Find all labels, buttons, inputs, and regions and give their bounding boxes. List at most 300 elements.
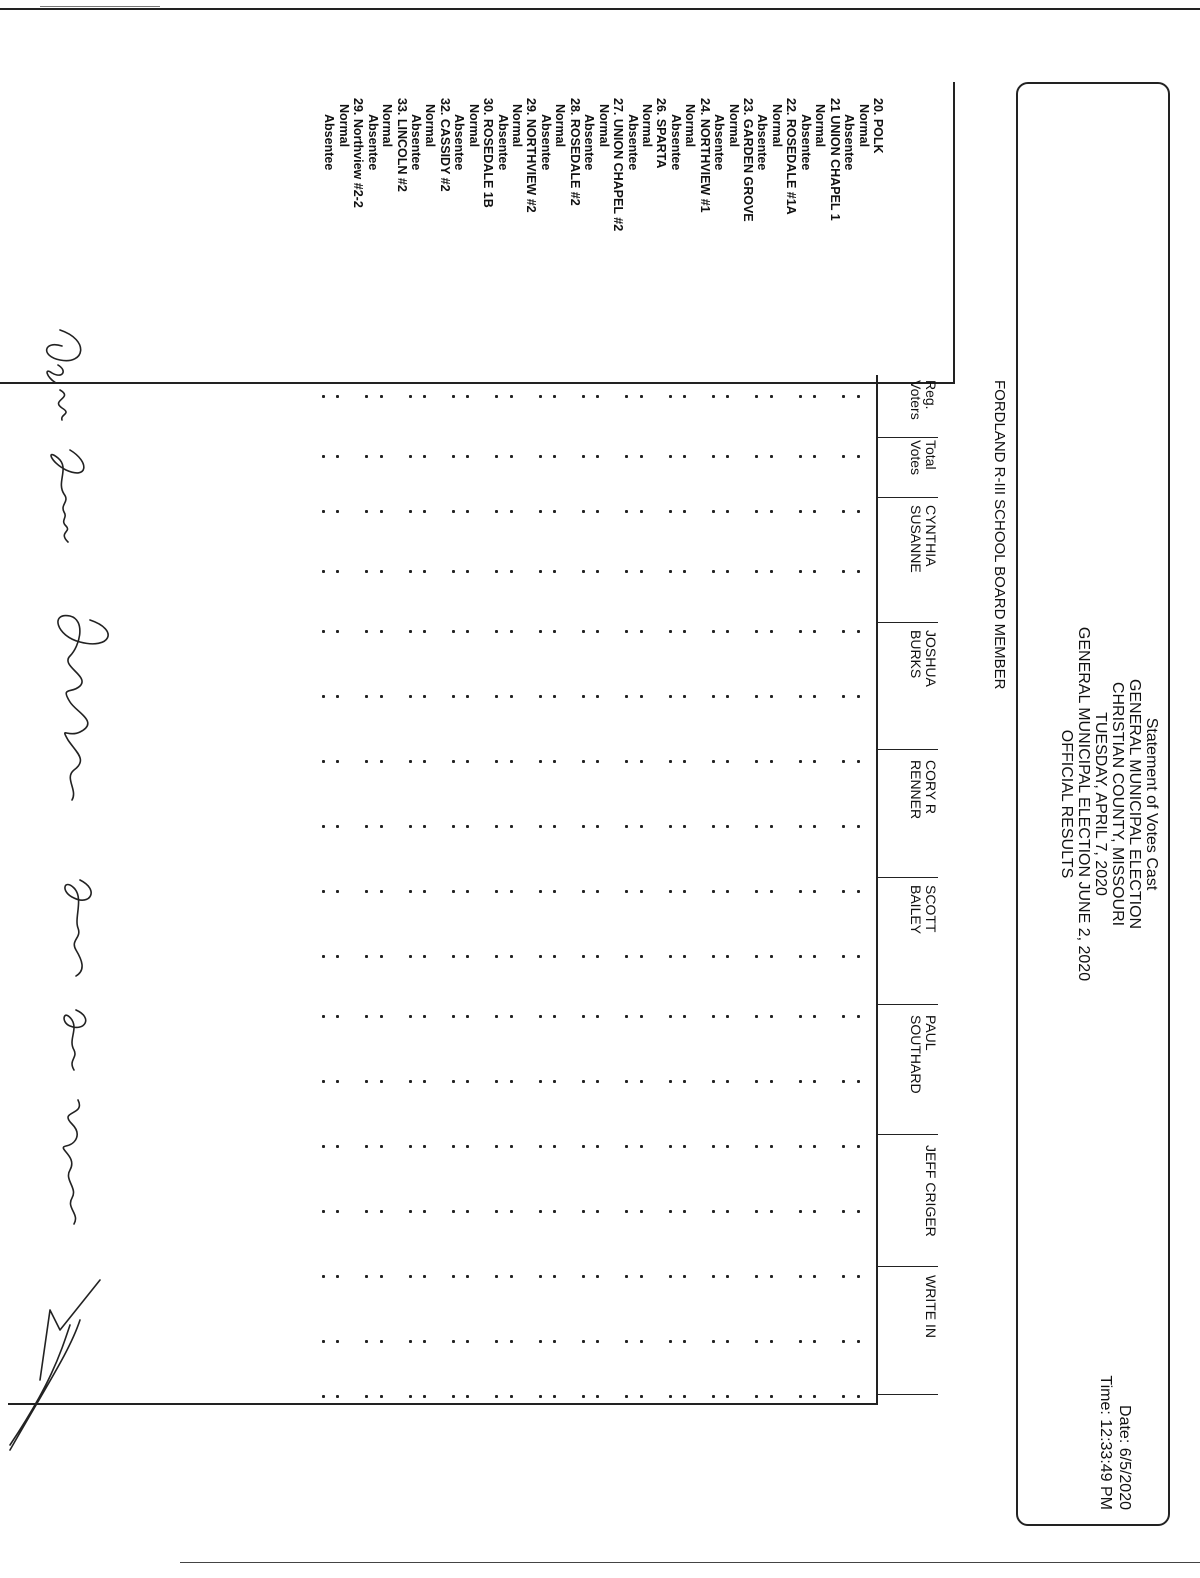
result-cell-dot [553, 825, 556, 828]
result-cell-dot [336, 1340, 339, 1343]
result-cell-dot [712, 825, 715, 828]
result-cell-dot [423, 1210, 426, 1213]
result-cell-dot [495, 890, 498, 893]
result-cell-dot [625, 570, 628, 573]
result-cell-dot [380, 1080, 383, 1083]
result-cell-dot [596, 630, 599, 633]
result-cell-dot [553, 760, 556, 763]
header-line: TUESDAY, APRIL 7, 2020 [1092, 712, 1109, 896]
result-cell-dot [409, 1080, 412, 1083]
result-cell-dot [582, 1145, 585, 1148]
result-cell-dot [336, 1395, 339, 1398]
results-column [318, 1395, 878, 1399]
result-cell-dot [755, 955, 758, 958]
result-cell-dot [539, 890, 542, 893]
result-cell-dot [625, 1015, 628, 1018]
precinct-ballot-type: Normal [683, 104, 698, 148]
result-cell-dot [770, 955, 773, 958]
result-cell-dot [466, 1395, 469, 1398]
result-cell-dot [683, 1210, 686, 1213]
result-cell-dot [799, 455, 802, 458]
result-cell-dot [495, 695, 498, 698]
results-column [318, 955, 878, 959]
result-cell-dot [755, 1340, 758, 1343]
result-cell-dot [423, 695, 426, 698]
result-cell-dot [510, 1015, 513, 1018]
result-cell-dot [857, 955, 860, 958]
result-cell-dot [322, 395, 325, 398]
result-cell-dot [452, 1145, 455, 1148]
result-cell-dot [322, 570, 325, 573]
result-cell-dot [857, 825, 860, 828]
result-cell-dot [625, 395, 628, 398]
result-cell-dot [625, 695, 628, 698]
result-cell-dot [813, 455, 816, 458]
result-cell-dot [727, 1275, 730, 1278]
precinct-ballot-type: Absentee [755, 114, 770, 171]
result-cell-dot [813, 1275, 816, 1278]
result-cell-dot [813, 395, 816, 398]
result-cell-dot [669, 1145, 672, 1148]
result-cell-dot [842, 570, 845, 573]
result-cell-dot [466, 510, 469, 513]
result-cell-dot [582, 630, 585, 633]
result-cell-dot [770, 630, 773, 633]
result-cell-dot [582, 455, 585, 458]
result-cell-dot [423, 1015, 426, 1018]
result-cell-dot [770, 825, 773, 828]
result-cell-dot [770, 395, 773, 398]
precinct-name: 33. LINCOLN #2 [394, 98, 409, 192]
result-cell-dot [423, 1080, 426, 1083]
result-cell-dot [596, 890, 599, 893]
result-cell-dot [336, 695, 339, 698]
result-cell-dot [755, 395, 758, 398]
result-cell-dot [365, 395, 368, 398]
result-cell-dot [683, 1015, 686, 1018]
result-cell-dot [495, 1080, 498, 1083]
header-line: Statement of Votes Cast [1143, 717, 1160, 891]
column-header [878, 440, 938, 498]
result-cell-dot [380, 890, 383, 893]
result-cell-dot [423, 1275, 426, 1278]
result-cell-dot [452, 1395, 455, 1398]
column-header-line: JOSHUA [923, 630, 939, 687]
result-cell-dot [466, 395, 469, 398]
report-header-title [1058, 84, 1160, 1524]
result-cell-dot [727, 1395, 730, 1398]
result-cell-dot [770, 1210, 773, 1213]
result-cell-dot [755, 1275, 758, 1278]
result-cell-dot [755, 455, 758, 458]
result-cell-dot [365, 760, 368, 763]
result-cell-dot [596, 1395, 599, 1398]
result-cell-dot [322, 955, 325, 958]
result-cell-dot [365, 510, 368, 513]
result-cell-dot [510, 1395, 513, 1398]
result-cell-dot [495, 395, 498, 398]
result-cell-dot [857, 455, 860, 458]
result-cell-dot [466, 1340, 469, 1343]
result-cell-dot [712, 1275, 715, 1278]
result-cell-dot [336, 955, 339, 958]
result-cell-dot [669, 1080, 672, 1083]
result-cell-dot [510, 890, 513, 893]
column-header-line: JEFF CRIGER [923, 1145, 939, 1237]
result-cell-dot [683, 570, 686, 573]
column-header [878, 885, 938, 1005]
result-cell-dot [409, 1210, 412, 1213]
result-cell-dot [640, 1210, 643, 1213]
result-cell-dot [452, 1340, 455, 1343]
precinct-ballot-type: Normal [466, 104, 481, 148]
result-cell-dot [495, 570, 498, 573]
result-cell-dot [336, 825, 339, 828]
result-cell-dot [365, 955, 368, 958]
precinct-name: 29. Northview #2-2 [351, 98, 366, 208]
result-cell-dot [380, 825, 383, 828]
result-cell-dot [640, 570, 643, 573]
result-cell-dot [683, 1395, 686, 1398]
result-cell-dot [336, 1275, 339, 1278]
result-cell-dot [510, 395, 513, 398]
result-cell-dot [336, 455, 339, 458]
result-cell-dot [813, 570, 816, 573]
result-cell-dot [336, 890, 339, 893]
result-cell-dot [669, 455, 672, 458]
result-cell-dot [322, 1340, 325, 1343]
result-cell-dot [712, 510, 715, 513]
result-cell-dot [712, 630, 715, 633]
precinct-name: 24. NORTHVIEW #1 [697, 98, 712, 213]
result-cell-dot [495, 760, 498, 763]
result-cell-dot [510, 1210, 513, 1213]
result-cell-dot [539, 510, 542, 513]
result-cell-dot [712, 1210, 715, 1213]
result-cell-dot [380, 455, 383, 458]
result-cell-dot [770, 760, 773, 763]
result-cell-dot [423, 630, 426, 633]
result-cell-dot [770, 695, 773, 698]
result-cell-dot [727, 1080, 730, 1083]
precinct-ballot-type: Absentee [538, 114, 553, 171]
result-cell-dot [712, 1395, 715, 1398]
result-cell-dot [712, 570, 715, 573]
result-cell-dot [842, 825, 845, 828]
result-cell-dot [495, 1145, 498, 1148]
column-header-line: WRITE IN [923, 1275, 939, 1338]
result-cell-dot [712, 890, 715, 893]
result-cell-dot [365, 1145, 368, 1148]
result-cell-dot [813, 825, 816, 828]
result-cell-dot [857, 695, 860, 698]
report-time: Time: 12:33:49 PM [1097, 1375, 1114, 1510]
result-cell-dot [683, 955, 686, 958]
result-cell-dot [712, 395, 715, 398]
result-cell-dot [842, 1210, 845, 1213]
result-cell-dot [669, 695, 672, 698]
results-column [318, 760, 878, 764]
precinct-ballot-type: Normal [596, 104, 611, 148]
result-cell-dot [669, 395, 672, 398]
result-cell-dot [452, 510, 455, 513]
result-cell-dot [683, 1080, 686, 1083]
result-cell-dot [495, 825, 498, 828]
result-cell-dot [727, 890, 730, 893]
result-cell-dot [842, 395, 845, 398]
result-cell-dot [669, 1210, 672, 1213]
result-cell-dot [495, 1340, 498, 1343]
result-cell-dot [452, 1015, 455, 1018]
result-cell-dot [596, 695, 599, 698]
result-cell-dot [727, 630, 730, 633]
precinct-name: 27. UNION CHAPEL #2 [611, 98, 626, 232]
results-column [318, 395, 878, 399]
column-header-line: Total [923, 440, 939, 470]
result-cell-dot [539, 695, 542, 698]
result-cell-dot [842, 1340, 845, 1343]
result-cell-dot [553, 955, 556, 958]
contest-title: FORDLAND R-III SCHOOL BOARD MEMBER [991, 380, 1008, 690]
result-cell-dot [755, 630, 758, 633]
result-cell-dot [755, 1395, 758, 1398]
result-cell-dot [409, 1340, 412, 1343]
result-cell-dot [423, 395, 426, 398]
precinct-name: 29. NORTHVIEW #2 [524, 98, 539, 213]
result-cell-dot [813, 1080, 816, 1083]
result-cell-dot [466, 630, 469, 633]
precinct-name: 32. CASSIDY #2 [437, 98, 452, 192]
result-cell-dot [322, 455, 325, 458]
result-cell-dot [799, 955, 802, 958]
report-datetime [1096, 1375, 1134, 1510]
result-cell-dot [423, 890, 426, 893]
result-cell-dot [539, 630, 542, 633]
result-cell-dot [452, 1080, 455, 1083]
result-cell-dot [770, 1080, 773, 1083]
result-cell-dot [857, 630, 860, 633]
precinct-ballot-type: Normal [640, 104, 654, 148]
result-cell-dot [466, 825, 469, 828]
result-cell-dot [423, 1395, 426, 1398]
result-cell-dot [712, 1340, 715, 1343]
precinct-ballot-type: Absentee [409, 114, 423, 171]
result-cell-dot [322, 1080, 325, 1083]
result-cell-dot [510, 955, 513, 958]
result-cell-dot [322, 1395, 325, 1398]
result-cell-dot [582, 1395, 585, 1398]
result-cell-dot [669, 1395, 672, 1398]
result-cell-dot [365, 630, 368, 633]
result-cell-dot [539, 1340, 542, 1343]
result-cell-dot [727, 1210, 730, 1213]
result-cell-dot [596, 1015, 599, 1018]
result-cell-dot [669, 955, 672, 958]
result-cell-dot [727, 760, 730, 763]
result-cell-dot [553, 510, 556, 513]
result-cell-dot [336, 630, 339, 633]
result-cell-dot [409, 455, 412, 458]
result-cell-dot [365, 1340, 368, 1343]
result-cell-dot [669, 1275, 672, 1278]
result-cell-dot [539, 955, 542, 958]
result-cell-dot [842, 630, 845, 633]
column-header [878, 505, 938, 623]
result-cell-dot [640, 1395, 643, 1398]
result-cell-dot [640, 760, 643, 763]
column-header-line: Votes [908, 440, 924, 476]
result-cell-dot [669, 890, 672, 893]
header-line: OFFICIAL RESULTS [1058, 729, 1075, 879]
result-cell-dot [380, 570, 383, 573]
result-cell-dot [322, 630, 325, 633]
result-cell-dot [495, 510, 498, 513]
precinct-ballot-type: Absentee [712, 114, 727, 171]
result-cell-dot [799, 395, 802, 398]
result-cell-dot [799, 630, 802, 633]
result-cell-dot [582, 760, 585, 763]
result-cell-dot [365, 1275, 368, 1278]
result-cell-dot [727, 1015, 730, 1018]
result-cell-dot [495, 455, 498, 458]
result-cell-dot [582, 1015, 585, 1018]
result-cell-dot [495, 630, 498, 633]
result-cell-dot [510, 630, 513, 633]
result-cell-dot [582, 1210, 585, 1213]
result-cell-dot [596, 455, 599, 458]
result-cell-dot [712, 455, 715, 458]
result-cell-dot [553, 1145, 556, 1148]
result-cell-dot [409, 510, 412, 513]
results-column [318, 1015, 878, 1019]
result-cell-dot [857, 1145, 860, 1148]
header-line: GENERAL MUNICIPAL ELECTION [1126, 678, 1143, 930]
result-cell-dot [640, 510, 643, 513]
result-cell-dot [553, 695, 556, 698]
result-cell-dot [857, 570, 860, 573]
result-cell-dot [755, 1015, 758, 1018]
result-cell-dot [452, 1210, 455, 1213]
result-cell-dot [625, 630, 628, 633]
result-cell-dot [727, 395, 730, 398]
result-cell-dot [842, 890, 845, 893]
result-cell-dot [770, 510, 773, 513]
results-column [318, 695, 878, 699]
result-cell-dot [770, 1145, 773, 1148]
results-column [318, 1275, 878, 1279]
result-cell-dot [322, 1145, 325, 1148]
result-cell-dot [669, 630, 672, 633]
result-cell-dot [510, 455, 513, 458]
result-cell-dot [596, 1340, 599, 1343]
result-cell-dot [857, 890, 860, 893]
column-header [878, 1015, 938, 1135]
result-cell-dot [799, 760, 802, 763]
results-column [318, 1340, 878, 1344]
result-cell-dot [596, 395, 599, 398]
precinct-ballot-type: Absentee [842, 114, 857, 171]
result-cell-dot [640, 395, 643, 398]
result-cell-dot [640, 890, 643, 893]
result-cell-dot [409, 760, 412, 763]
result-cell-dot [380, 955, 383, 958]
results-column [318, 1080, 878, 1084]
result-cell-dot [857, 1340, 860, 1343]
result-cell-dot [582, 1340, 585, 1343]
result-cell-dot [625, 890, 628, 893]
result-cell-dot [582, 695, 585, 698]
handwritten-signatures [0, 320, 140, 1470]
result-cell-dot [842, 760, 845, 763]
result-cell-dot [336, 1015, 339, 1018]
result-cell-dot [322, 1210, 325, 1213]
result-cell-dot [799, 570, 802, 573]
result-cell-dot [857, 1210, 860, 1213]
result-cell-dot [669, 760, 672, 763]
result-cell-dot [640, 825, 643, 828]
result-cell-dot [466, 1275, 469, 1278]
result-cell-dot [495, 1275, 498, 1278]
result-cell-dot [770, 1015, 773, 1018]
result-cell-dot [380, 695, 383, 698]
result-cell-dot [539, 1145, 542, 1148]
column-header-line: CORY R [923, 760, 939, 814]
results-column [318, 570, 878, 574]
result-cell-dot [596, 825, 599, 828]
result-cell-dot [683, 395, 686, 398]
result-cell-dot [625, 825, 628, 828]
result-cell-dot [813, 510, 816, 513]
precinct-name: 23. GARDEN GROVE [741, 98, 756, 222]
result-cell-dot [365, 1080, 368, 1083]
result-cell-dot [423, 1340, 426, 1343]
column-header-line: Voters [908, 380, 924, 420]
result-cell-dot [625, 1145, 628, 1148]
result-cell-dot [755, 760, 758, 763]
precinct-ballot-type: Normal [769, 104, 784, 148]
result-cell-dot [423, 1145, 426, 1148]
result-cell-dot [423, 825, 426, 828]
result-cell-dot [539, 1080, 542, 1083]
result-cell-dot [625, 1340, 628, 1343]
result-cell-dot [727, 1340, 730, 1343]
result-cell-dot [553, 1395, 556, 1398]
result-cell-dot [669, 825, 672, 828]
result-cell-dot [727, 695, 730, 698]
result-cell-dot [380, 1145, 383, 1148]
result-cell-dot [813, 1015, 816, 1018]
result-cell-dot [510, 570, 513, 573]
result-cell-dot [640, 1340, 643, 1343]
result-cell-dot [770, 1340, 773, 1343]
precinct-ballot-type: Absentee [452, 114, 467, 171]
result-cell-dot [842, 1275, 845, 1278]
precinct-ballot-type: Normal [813, 104, 828, 148]
precinct-name: 28. ROSEDALE #2 [567, 98, 582, 206]
result-cell-dot [553, 1015, 556, 1018]
result-cell-dot [625, 510, 628, 513]
result-cell-dot [625, 760, 628, 763]
precinct-ballot-type: Absentee [322, 114, 337, 171]
result-cell-dot [466, 760, 469, 763]
result-cell-dot [466, 455, 469, 458]
precinct-ballot-type: Absentee [668, 114, 683, 171]
result-cell-dot [380, 1210, 383, 1213]
result-cell-dot [625, 1080, 628, 1083]
result-cell-dot [322, 1015, 325, 1018]
result-cell-dot [669, 1015, 672, 1018]
precinct-name: 21 UNION CHAPEL 1 [827, 98, 842, 221]
